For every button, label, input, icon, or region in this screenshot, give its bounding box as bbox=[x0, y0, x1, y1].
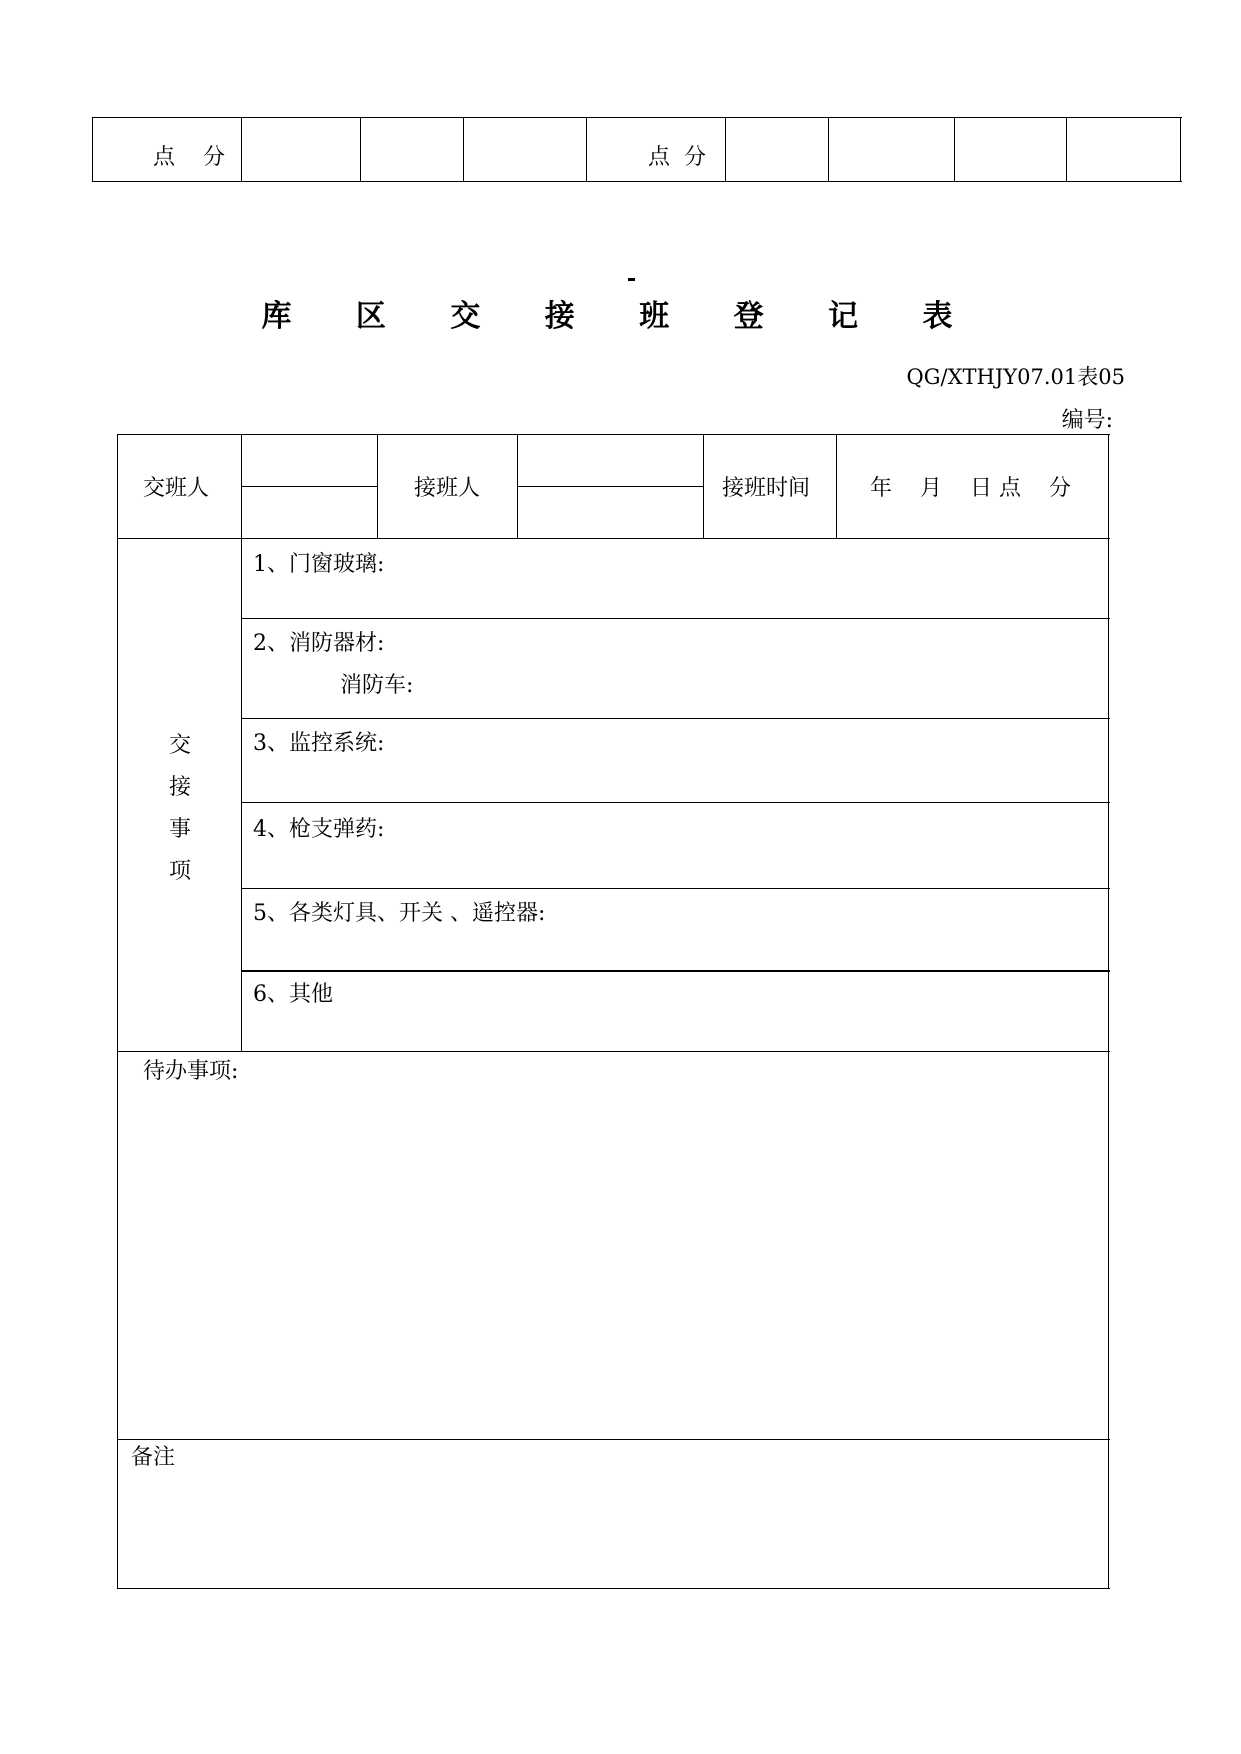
item-other: 6、其他 bbox=[253, 982, 333, 1007]
item-fire-equipment: 2、消防器材: bbox=[253, 631, 385, 656]
item-monitoring-system: 3、监控系统: bbox=[253, 731, 385, 756]
page-title: 库 区 交 接 班 登 记 表 bbox=[261, 299, 980, 334]
receive-time-label: 接班时间 bbox=[722, 476, 811, 501]
pending-items-field[interactable] bbox=[119, 1090, 1107, 1435]
pending-items-label: 待办事项: bbox=[143, 1059, 239, 1084]
remarks-label: 备注 bbox=[131, 1445, 176, 1470]
remarks-field[interactable] bbox=[119, 1478, 1107, 1586]
top-right-time: 点 分 bbox=[648, 145, 706, 170]
separator-dash bbox=[628, 278, 635, 281]
handover-person-label: 交班人 bbox=[143, 476, 210, 501]
item-firearms-ammo: 4、枪支弹药: bbox=[253, 817, 385, 842]
section-char: 接 bbox=[168, 775, 191, 800]
receiver-person-field-1[interactable] bbox=[519, 436, 701, 485]
section-char: 项 bbox=[168, 859, 191, 884]
form-number-label: 编号: bbox=[1061, 408, 1113, 433]
receive-datetime-field[interactable]: 年 月 日 点 分 bbox=[870, 476, 1071, 501]
receiver-person-label: 接班人 bbox=[414, 476, 481, 501]
item-fire-truck: 消防车: bbox=[340, 673, 414, 698]
section-char: 事 bbox=[168, 817, 191, 842]
item-doors-windows: 1、门窗玻璃: bbox=[253, 552, 385, 577]
handover-items-label bbox=[168, 725, 192, 893]
receiver-person-field-2[interactable] bbox=[519, 488, 701, 537]
section-char: 交 bbox=[168, 733, 191, 758]
top-left-time: 点 分 bbox=[153, 145, 225, 170]
form-code: QG/XTHJY07.01表05 bbox=[906, 365, 1125, 389]
item-lights-switches-remotes: 5、各类灯具、开关 、遥控器: bbox=[253, 901, 546, 926]
handover-person-field-1[interactable] bbox=[243, 436, 375, 485]
handover-person-field-2[interactable] bbox=[243, 488, 375, 537]
